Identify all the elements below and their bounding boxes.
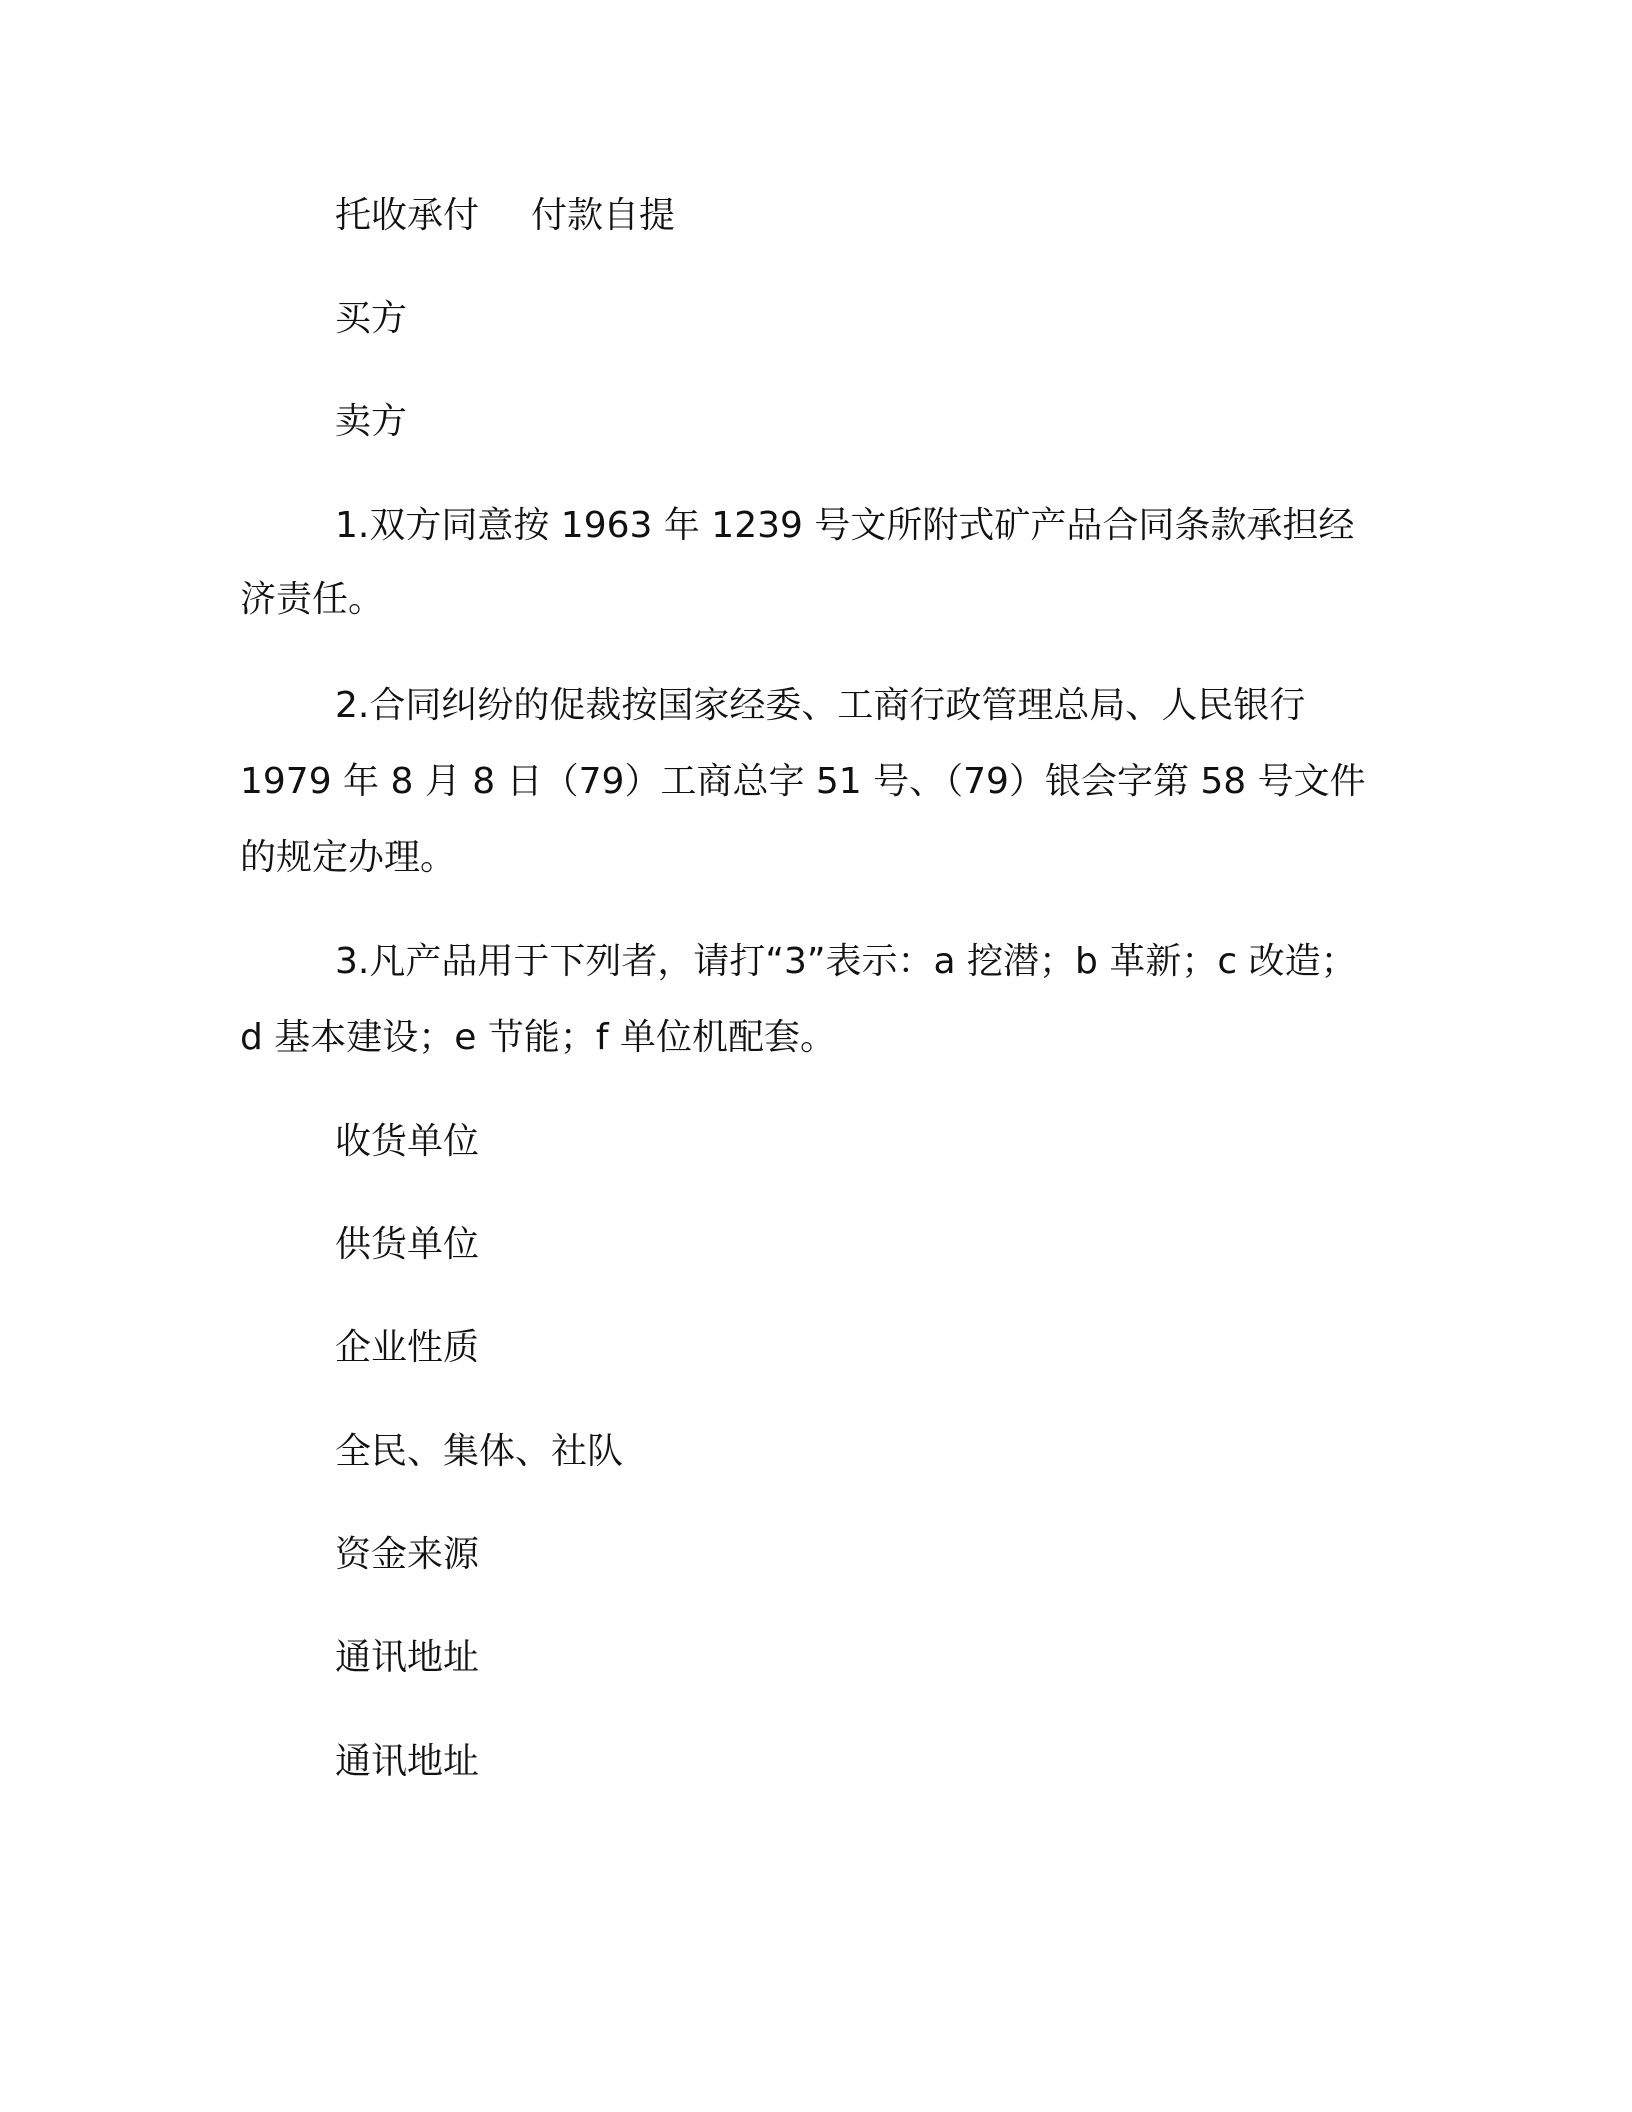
ownership-types: 全民、集体、社队 bbox=[335, 1431, 624, 1472]
payment-option-self-pickup: 付款自提 bbox=[531, 195, 676, 236]
clause-3-line-1: 3.凡产品用于下列者，请打“3”表示：a 挖潜；b 革新；c 改造； bbox=[335, 941, 1357, 982]
address-label-1: 通讯地址 bbox=[335, 1637, 480, 1678]
payment-method-line bbox=[335, 194, 675, 238]
clause-1-line-1: 1.双方同意按 1963 年 1239 号文所附式矿产品合同条款承担经 bbox=[335, 505, 1355, 546]
seller-label: 卖方 bbox=[335, 401, 408, 442]
clause-2-line-2: 1979 年 8 月 8 日（79）工商总字 51 号、（79）银会字第 58 号文件 bbox=[240, 761, 1366, 802]
receiving-unit-label: 收货单位 bbox=[335, 1121, 480, 1162]
clause-2-line-1: 2.合同纠纷的促裁按国家经委、工商行政管理总局、人民银行 bbox=[335, 685, 1306, 726]
clause-3-line-2: d 基本建设；e 节能；f 单位机配套。 bbox=[240, 1017, 837, 1058]
fund-source-label: 资金来源 bbox=[335, 1534, 480, 1575]
payment-option-collection: 托收承付 bbox=[335, 195, 480, 236]
address-label-2: 通讯地址 bbox=[335, 1741, 480, 1782]
buyer-label: 买方 bbox=[335, 298, 408, 339]
clause-1-line-2: 济责任。 bbox=[240, 579, 385, 620]
supplying-unit-label: 供货单位 bbox=[335, 1224, 480, 1265]
clause-2-line-3: 的规定办理。 bbox=[240, 837, 457, 878]
enterprise-nature-label: 企业性质 bbox=[335, 1327, 480, 1368]
